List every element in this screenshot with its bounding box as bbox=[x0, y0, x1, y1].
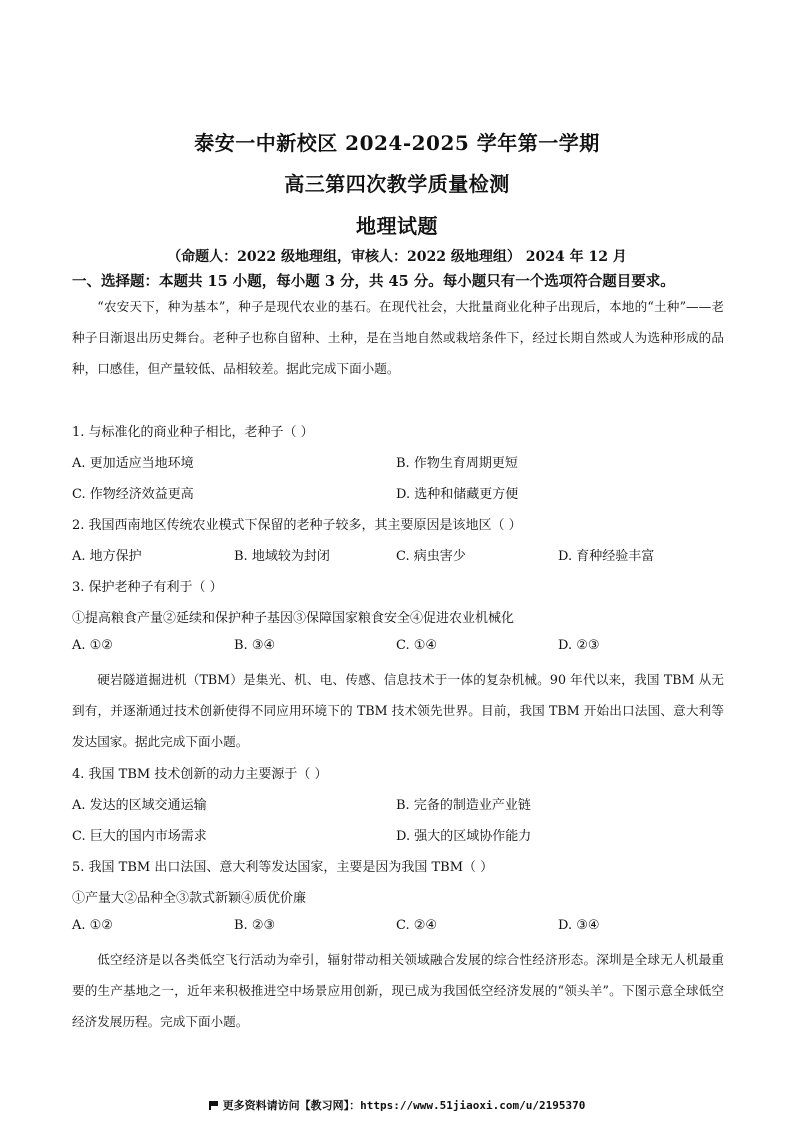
exam-title-subject: 地理试题 bbox=[356, 214, 438, 238]
question-2-option-c: C. 病虫害少 bbox=[396, 549, 466, 564]
flag-icon bbox=[209, 1101, 219, 1110]
question-3-items: ①提高粮食产量②延续和保护种子基因③保障国家粮食安全④促进农业机械化 bbox=[72, 611, 515, 626]
question-3-option-a: A. ①② bbox=[72, 638, 113, 653]
exam-title-test: 高三第四次教学质量检测 bbox=[284, 172, 510, 196]
exam-meta: （命题人：2022 级地理组，审核人：2022 级地理组） 2024 年 12 月 bbox=[167, 249, 627, 265]
question-3-option-d: D. ②③ bbox=[558, 638, 600, 653]
question-1-option-d: D. 选种和储藏更方便 bbox=[396, 487, 519, 502]
passage-2: 硬岩隧道掘进机（TBM）是集光、机、电、传感、信息技术于一体的复杂机械。90 年代以来，我国 TBM 从无到有，并逐渐通过技术创新使得不同应用环境下的 TBM 技术领先世界。目前，我国 TBM 开始出口法国、意大利等发达国家。据此完成下面小题。 bbox=[72, 672, 724, 749]
footer bbox=[0, 1097, 794, 1113]
section-heading: 一、选择题：本题共 15 小题，每小题 3 分，共 45 分。每小题只有一个选项符合题目要求。 bbox=[72, 273, 675, 290]
question-5-stem: 5. 我国 TBM 出口法国、意大利等发达国家，主要是因为我国 TBM（ ） bbox=[72, 860, 494, 875]
question-1-option-a: A. 更加适应当地环境 bbox=[72, 456, 194, 471]
question-4-option-c: C. 巨大的国内市场需求 bbox=[72, 829, 207, 844]
exam-title-school: 泰安一中新校区 2024-2025 学年第一学期 bbox=[194, 131, 600, 155]
question-2-stem: 2. 我国西南地区传统农业模式下保留的老种子较多，其主要原因是该地区（ ） bbox=[72, 518, 522, 533]
footer-link-text[interactable]: 更多资料请访问【教习网】：https://www.51jiaoxi.com/u/2195370 bbox=[222, 1099, 586, 1112]
question-5-option-a: A. ①② bbox=[72, 918, 113, 933]
question-2-option-a: A. 地方保护 bbox=[72, 549, 142, 564]
passage-1: “农安天下，种为基本”，种子是现代农业的基石。在现代社会，大批量商业化种子出现后，本地的“土种”——老种子日渐退出历史舞台。老种子也称自留种、土种，是在当地自然或栽培条件下，经过长期自然或人为选种形成的品种，口感佳，但产量较低、品相较差。据此完成下面小题。 bbox=[72, 299, 724, 376]
passage-3: 低空经济是以各类低空飞行活动为牵引，辐射带动相关领域融合发展的综合性经济形态。深圳是全球无人机最重要的生产基地之一，近年来积极推进空中场景应用创新，现已成为我国低空经济发展的“领头羊”。下图示意全球低空经济发展历程。完成下面小题。 bbox=[72, 952, 724, 1029]
question-3-option-c: C. ①④ bbox=[396, 638, 438, 653]
question-3-option-b: B. ③④ bbox=[234, 638, 276, 653]
question-4-option-b: B. 完备的制造业产业链 bbox=[396, 798, 531, 813]
question-1-option-b: B. 作物生育周期更短 bbox=[396, 456, 518, 471]
question-3-stem: 3. 保护老种子有利于（ ） bbox=[72, 580, 223, 595]
question-1-stem: 1. 与标准化的商业种子相比，老种子（ ） bbox=[72, 425, 314, 440]
question-5-option-d: D. ③④ bbox=[558, 918, 600, 933]
question-2-option-d: D. 育种经验丰富 bbox=[558, 549, 655, 564]
question-4-option-d: D. 强大的区域协作能力 bbox=[396, 829, 532, 844]
question-4-stem: 4. 我国 TBM 技术创新的动力主要源于（ ） bbox=[72, 767, 328, 782]
question-2-option-b: B. 地域较为封闭 bbox=[234, 549, 330, 564]
question-5-option-c: C. ②④ bbox=[396, 918, 438, 933]
question-5-items: ①产量大②品种全③款式新颖④质优价廉 bbox=[72, 891, 307, 906]
question-1-option-c: C. 作物经济效益更高 bbox=[72, 487, 194, 502]
question-4-option-a: A. 发达的区域交通运输 bbox=[72, 798, 207, 813]
question-5-option-b: B. ②③ bbox=[234, 918, 276, 933]
